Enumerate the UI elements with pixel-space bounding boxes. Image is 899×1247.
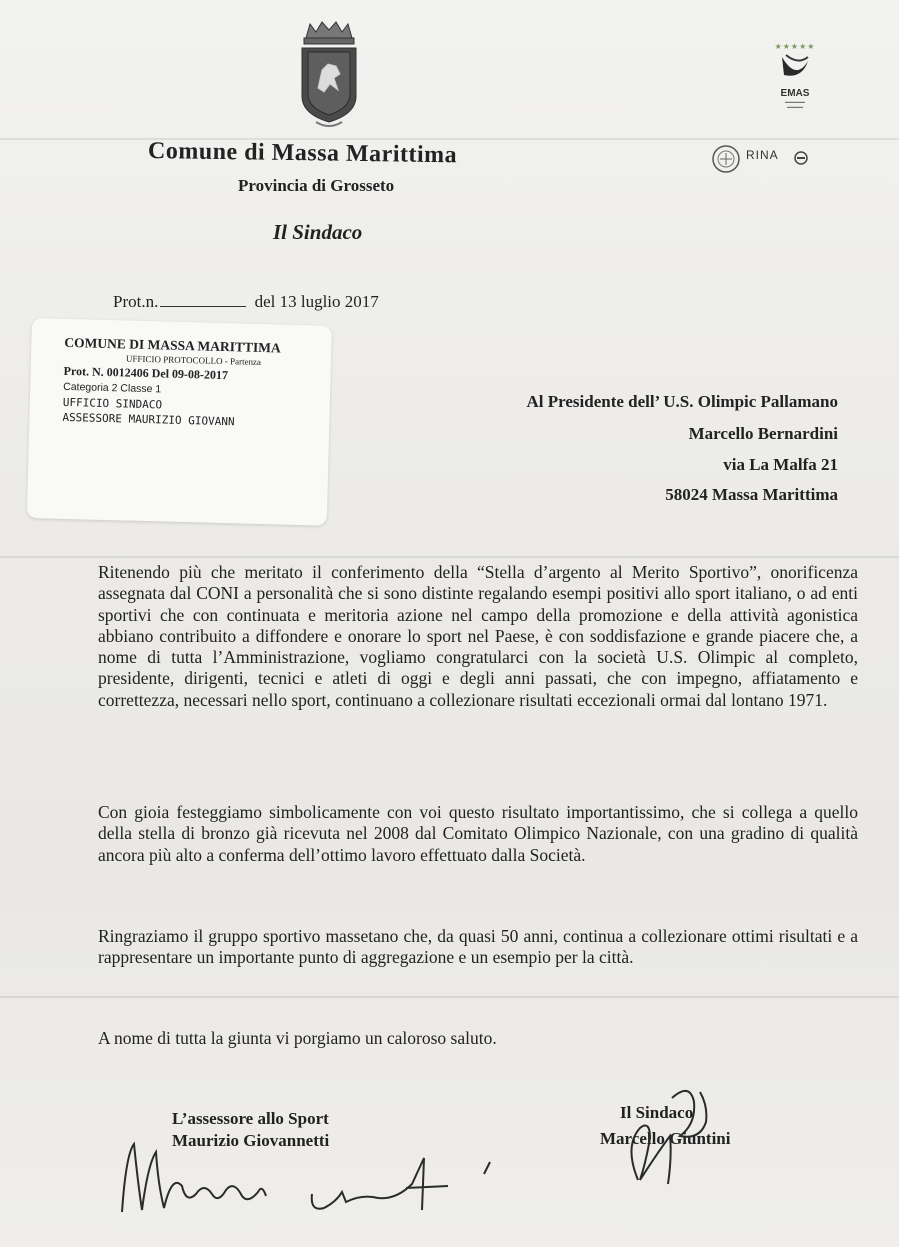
assessor-role: L’assessore allo Sport: [172, 1109, 329, 1128]
protocol-date: del 13 luglio 2017: [254, 292, 379, 311]
closing-paragraph: A nome di tutta la giunta vi porgiamo un caloroso saluto.: [98, 1028, 497, 1048]
paper-fold: [0, 996, 899, 998]
stamp-line: COMUNE DI MASSA MARITTIMA: [64, 334, 281, 356]
certification-mark-icon: [794, 151, 808, 165]
province-name: Provincia di Grosseto: [238, 176, 395, 195]
assessor-handwritten-signature: [112, 1124, 502, 1224]
emas-fine-print: ▬▬▬▬▬ ▬▬▬▬: [785, 99, 805, 109]
emas-label: EMAS: [780, 88, 810, 99]
stars-icon: ★★★★★: [774, 42, 816, 51]
mayor-role: Il Sindaco: [620, 1103, 694, 1122]
recipient-line: Al Presidente dell’ U.S. Olimpic Pallamano: [526, 392, 838, 411]
coat-of-arms-icon: [296, 18, 362, 130]
mayor-handwritten-signature: [610, 1076, 720, 1192]
stamp-line: Categoria 2 Classe 1: [63, 380, 162, 396]
paper-fold: [0, 556, 899, 558]
body-paragraph: Ritenendo più che meritato il conferimento della “Stella d’argento al Merito Sportivo”, onorificenza assegnata dal CONI a personalità che si sono distinte regalando esempi positivi allo sport italiano, o ad enti sportivi che con continuata e meritoria azione nel campo della promozione e della attività agonistica abbiano contribuito a diffondere e onorare lo sport nel Paese, è con soddisfazione e grande piacere che, a nome di tutta l’Amministrazione, vogliamo congratularci con la società U.S. Olimpic al completo, presidente, dirigenti, tecnici e atleti di oggi e degli anni passati, che con impegno, affiatamento e correttezza, necessari nello sport, continuano a collezionare risultati eccezionali ormai dal lontano 1971.: [98, 562, 858, 710]
protocol-label: Prot.n.: [113, 292, 159, 311]
protocol-stamp: [27, 318, 332, 526]
stamp-line: UFFICIO PROTOCOLLO - Partenza: [125, 353, 262, 368]
stamp-line: ASSESSORE MAURIZIO GIOVANN: [62, 410, 235, 429]
municipality-name: Comune di Massa Marittima: [147, 138, 458, 169]
emas-logo: [766, 42, 824, 122]
body-paragraph: Con gioia festeggiamo simbolicamente con voi questo risultato importantissimo, che si collega a quello della stella di bronzo già ricevuta nel 2008 dal Comitato Olimpico Nazionale, con una gradino di qualità ancora più alto a conferma dell’ottimo lavoro effettuato dalla Società.: [98, 802, 858, 865]
rina-label: RINA: [746, 148, 779, 162]
mayor-name: Marcello Giuntini: [600, 1129, 731, 1148]
seal-icon: [710, 144, 742, 174]
body-paragraph: Ringraziamo il gruppo sportivo massetano che, da quasi 50 anni, continua a collezionare ottimi risultati e a rappresentare un importante punto di aggregazione e un esempio per la città.: [98, 926, 858, 968]
recipient-name: Marcello Bernardini: [688, 424, 838, 443]
stamp-line: Prot. N. 0012406 Del 09-08-2017: [63, 363, 229, 383]
paper-fold: [0, 138, 899, 140]
recipient-street: via La Malfa 21: [723, 455, 838, 474]
office-title: Il Sindaco: [273, 220, 363, 244]
recipient-city: 58024 Massa Marittima: [665, 485, 838, 504]
stamp-line: UFFICIO SINDACO: [62, 395, 163, 412]
assessor-name: Maurizio Giovannetti: [172, 1131, 330, 1150]
protocol-line: [113, 292, 379, 312]
rina-certification-logo: [708, 142, 816, 176]
protocol-number-blank: [160, 292, 246, 307]
emas-leaf-icon: [778, 51, 812, 83]
